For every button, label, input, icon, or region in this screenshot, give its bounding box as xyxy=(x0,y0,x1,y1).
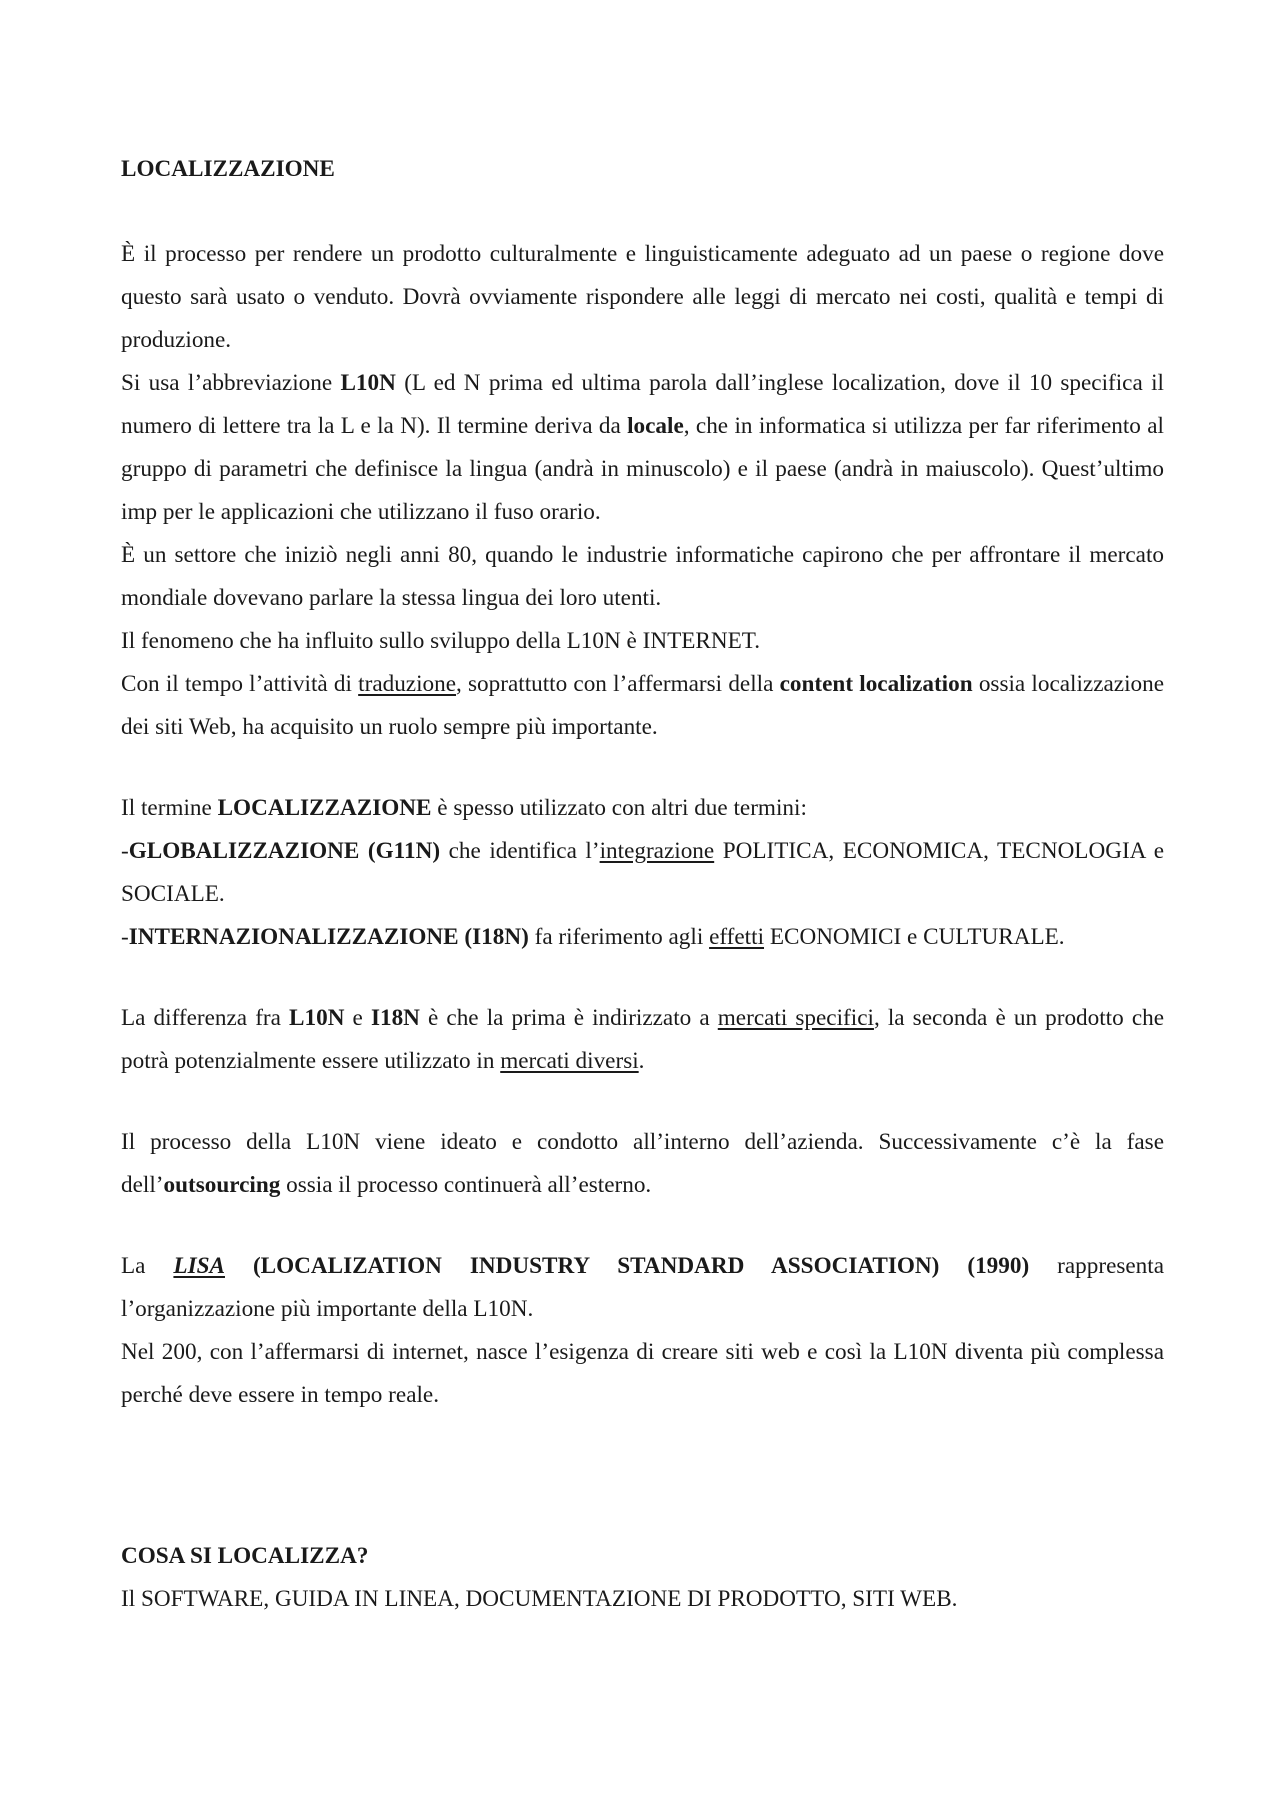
term-mercati-specifici: mercati specifici xyxy=(717,1005,874,1031)
paragraph-web: Nel 200, con l’affermarsi di internet, nasce l’esigenza di creare siti web e così la L10N diventa più complessa perché deve essere in tempo reale. xyxy=(121,1339,1164,1408)
term-mercati-diversi: mercati diversi xyxy=(500,1048,639,1074)
spacer xyxy=(121,749,1164,787)
term-i18n: I18N xyxy=(370,1005,420,1031)
paragraph-translation: Con il tempo l’attività di traduzione, soprattutto con l’affermarsi della content localization ossia localizzazione dei siti Web, ha acquisito un ruolo sempre più importante. xyxy=(121,671,1165,740)
term-integrazione: integrazione xyxy=(599,838,715,864)
spacer xyxy=(121,1207,1164,1245)
term-l10n: L10N xyxy=(340,370,396,396)
term-effetti: effetti xyxy=(709,924,765,950)
term-content-localization: content localization xyxy=(779,671,973,697)
term-l10n: L10N xyxy=(289,1005,345,1031)
paragraph-lisa: La LISA (LOCALIZATION INDUSTRY STANDARD ASSOCIATION) (1990) rappresenta l’organizzazione più importante della L10N. xyxy=(121,1253,1165,1322)
spacer xyxy=(121,959,1164,997)
term-lisa: LISA xyxy=(173,1253,225,1279)
spacer xyxy=(121,1083,1164,1121)
paragraph-what-to-localize: Il SOFTWARE, GUIDA IN LINEA, DOCUMENTAZIONE DI PRODOTTO, SITI WEB. xyxy=(121,1586,958,1612)
spacer xyxy=(121,191,1164,233)
term-locale: locale xyxy=(627,413,684,439)
term-traduzione: traduzione xyxy=(358,671,457,697)
paragraph-outsourcing: Il processo della L10N viene ideato e condotto all’interno dell’azienda. Successivamente c’è la fase dell’outsourcing ossia il processo continuerà all’esterno. xyxy=(121,1129,1164,1198)
term-outsourcing: outsourcing xyxy=(163,1172,281,1198)
term-lisa-full: (LOCALIZATION INDUSTRY STANDARD ASSOCIATION) (1990) xyxy=(224,1253,1030,1279)
paragraph-internet: Il fenomeno che ha influito sullo sviluppo della L10N è INTERNET. xyxy=(121,628,761,654)
paragraph-difference: La differenza fra L10N e I18N è che la prima è indirizzato a mercati specifici, la seconda è un prodotto che potrà potenzialmente essere utilizzato in mercati diversi. xyxy=(121,1005,1164,1074)
term-internazionalizzazione: INTERNAZIONALIZZAZIONE (I18N) xyxy=(128,924,529,950)
document-body xyxy=(121,148,1164,1621)
paragraph-globalizzazione: -GLOBALIZZAZIONE (G11N) che identifica l’integrazione POLITICA, ECONOMICA, TECNOLOGIA e SOCIALE. xyxy=(121,838,1164,907)
paragraph-history: È un settore che iniziò negli anni 80, quando le industrie informatiche capirono che per affrontare il mercato mondiale dovevano parlare la stessa lingua dei loro utenti. xyxy=(121,542,1164,611)
document-title: LOCALIZZAZIONE xyxy=(121,156,335,182)
paragraph-abbreviation: Si usa l’abbreviazione L10N (L ed N prima ed ultima parola dall’inglese localization, dove il 10 specifica il numero di lettere tra la L e la N). Il termine deriva da locale, che in informatica si utilizza per far riferimento al gruppo di parametri che definisce la lingua (andrà in minuscolo) e il paese (andrà in maiuscolo). Quest’ultimo imp per le applicazioni che utilizzano il fuso orario. xyxy=(121,370,1164,525)
section-heading: COSA SI LOCALIZZA? xyxy=(121,1543,369,1569)
paragraph-terms-intro: Il termine LOCALIZZAZIONE è spesso utilizzato con altri due termini: xyxy=(121,795,807,821)
term-globalizzazione: GLOBALIZZAZIONE (G11N) xyxy=(128,838,441,864)
paragraph-definition: È il processo per rendere un prodotto culturalmente e linguisticamente adeguato ad un paese o regione dove questo sarà usato o venduto. Dovrà ovviamente rispondere alle leggi di mercato nei costi, qualità e tempi di produzione. xyxy=(121,241,1164,353)
paragraph-internazionalizzazione: -INTERNAZIONALIZZAZIONE (I18N) fa riferimento agli effetti ECONOMICI e CULTURALE. xyxy=(121,924,1065,950)
term-localizzazione: LOCALIZZAZIONE xyxy=(217,795,432,821)
spacer xyxy=(121,1417,1164,1535)
